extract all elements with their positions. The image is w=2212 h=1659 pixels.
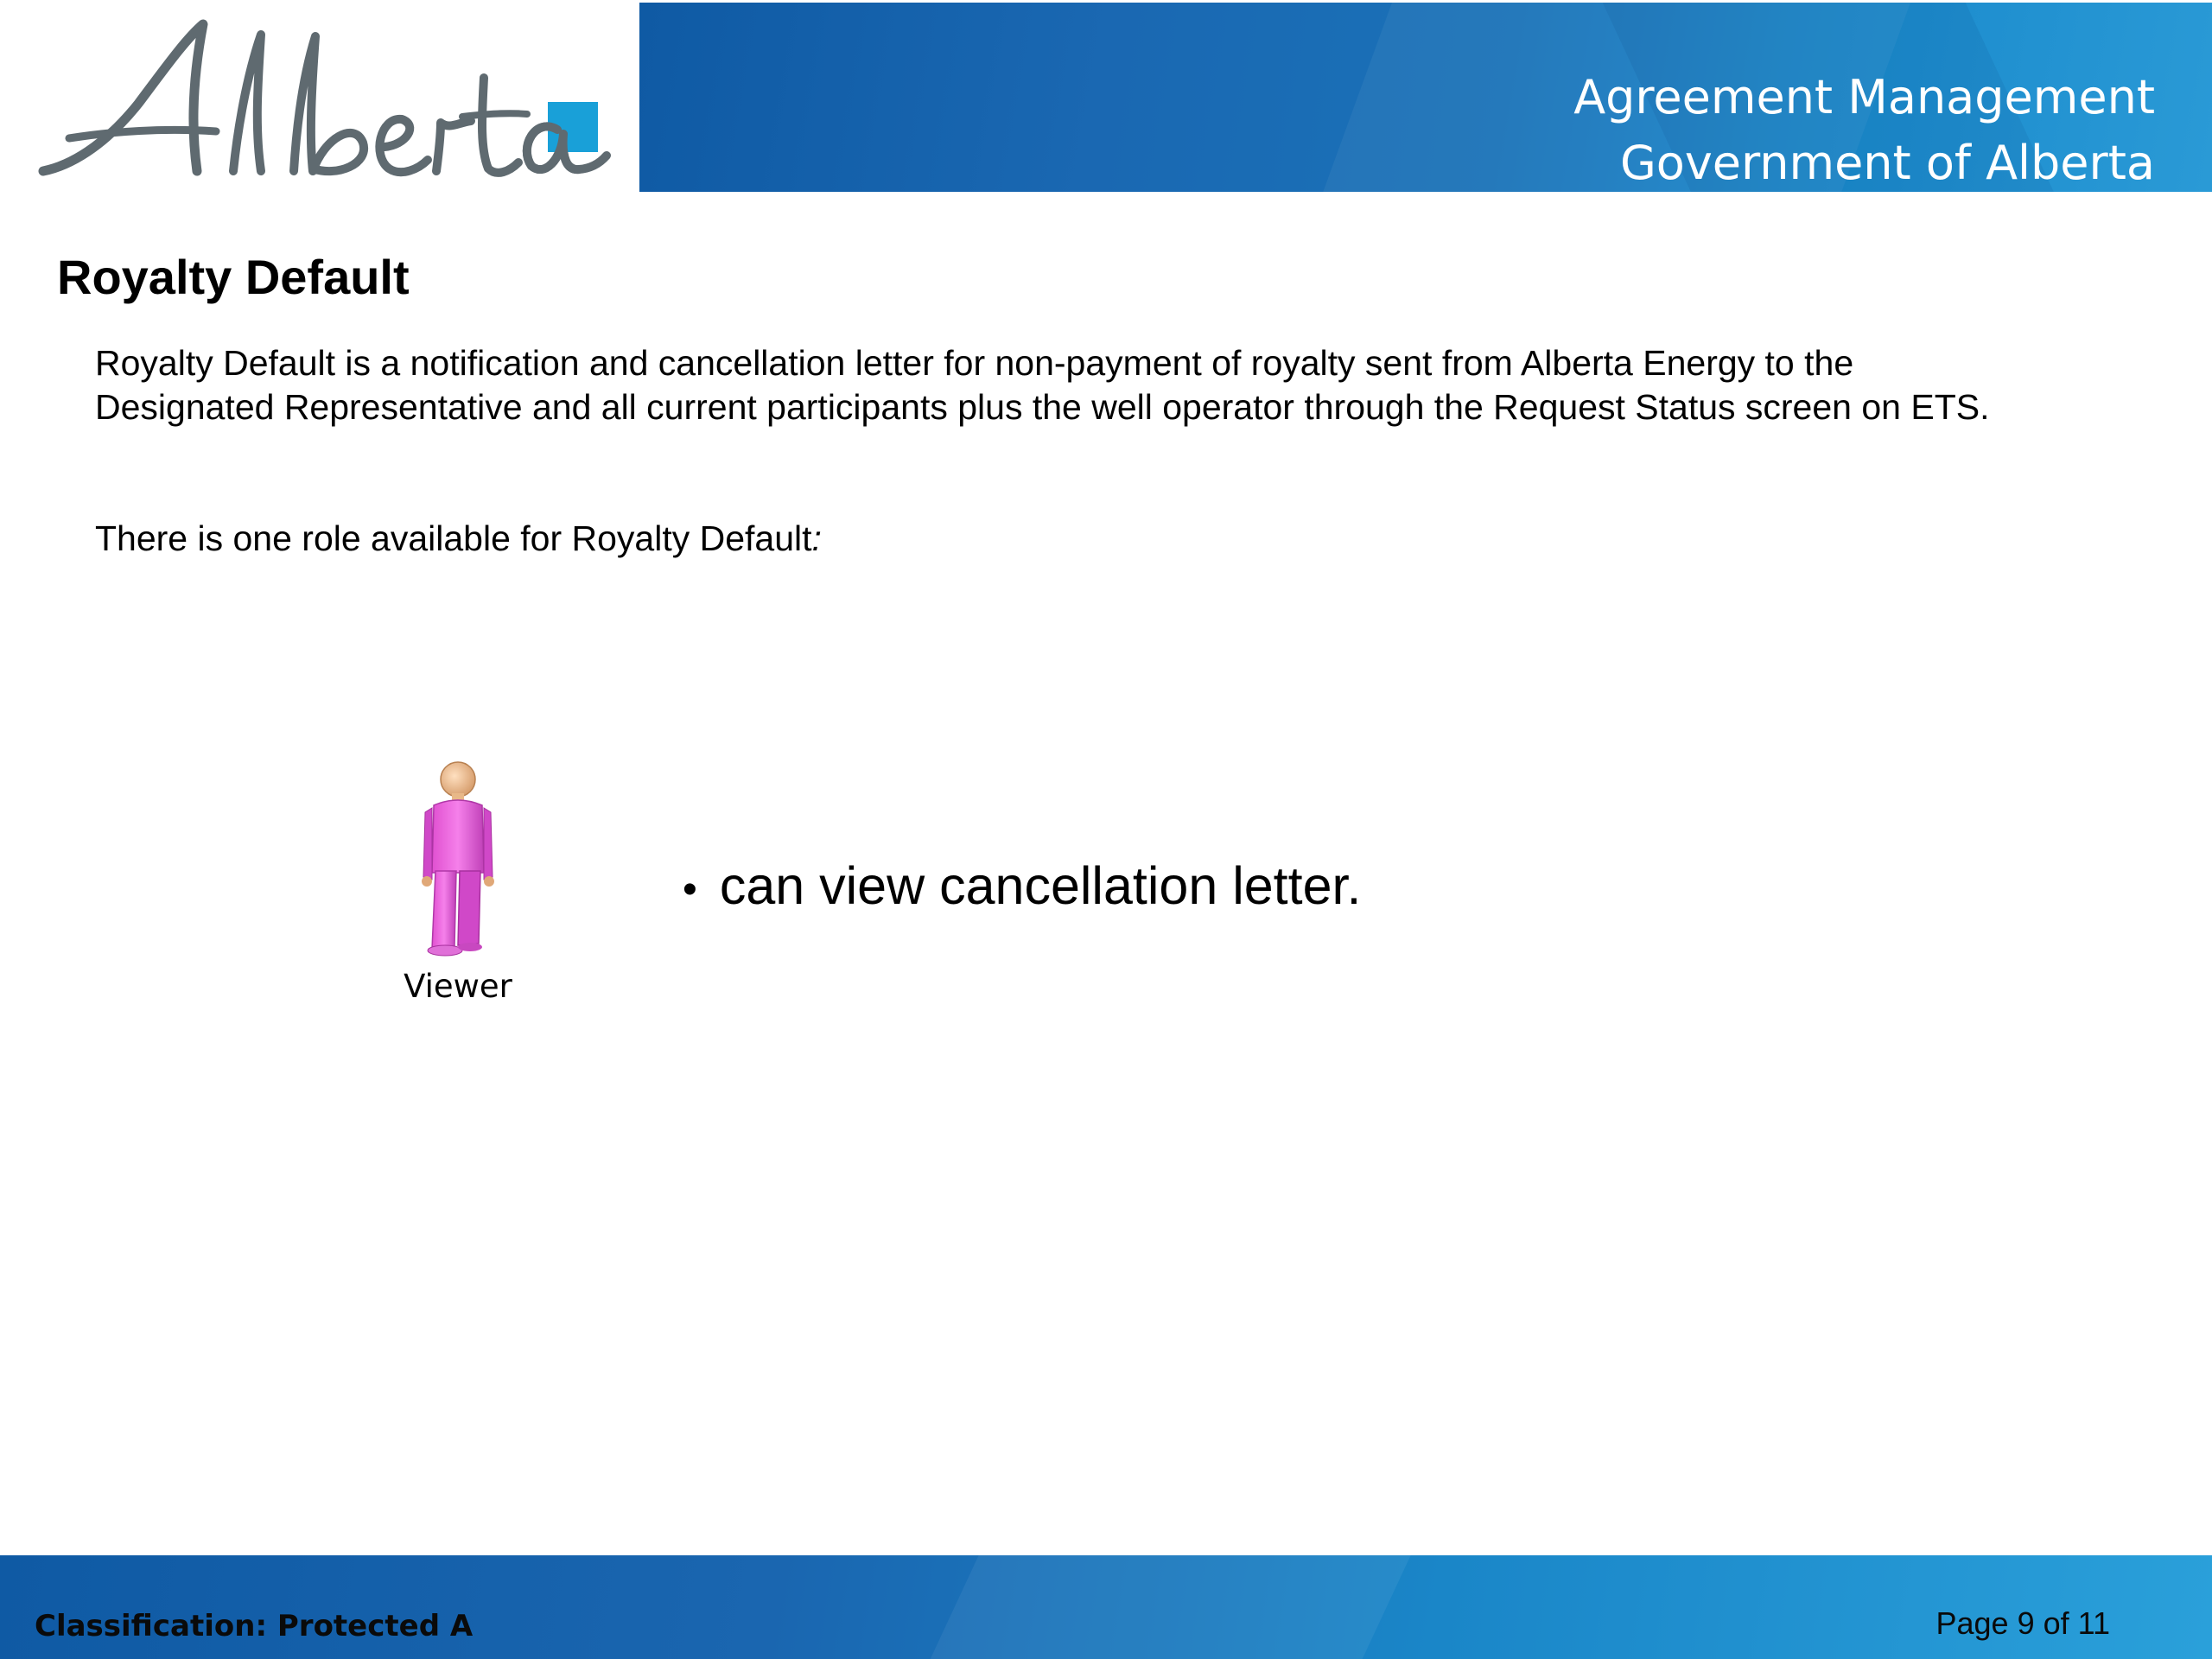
page-title: Royalty Default: [57, 250, 410, 304]
roles-intro: [95, 518, 822, 559]
page-number: Page 9 of 11: [1936, 1605, 2110, 1641]
description-paragraph: [95, 341, 2108, 429]
header-title: [1573, 65, 2155, 192]
role-name-viewer: Viewer: [404, 968, 512, 1005]
permission-text: can view cancellation letter.: [719, 856, 1362, 915]
description-line2: Designated Representative and all current participants plus the well operator through the Request Status screen on ETS.: [95, 387, 1990, 427]
roles-intro-text: There is one role available for Royalty Default: [95, 518, 812, 558]
permission-item: [683, 855, 1361, 916]
header-banner: [639, 3, 2212, 192]
footer-banner: [0, 1555, 2212, 1659]
roles-intro-colon: :: [811, 518, 822, 558]
description-line1: Royalty Default is a notification and cancellation letter for non-payment of royalty sent from Alberta Energy to the: [95, 343, 1854, 383]
person-icon: [415, 760, 501, 959]
bullet-icon: •: [683, 867, 697, 913]
alberta-logo: [35, 17, 622, 190]
header-title-line1: Agreement Management: [1573, 70, 2155, 124]
header-title-line2: Government of Alberta: [1619, 136, 2155, 190]
classification-label: Classification: Protected A: [35, 1609, 474, 1643]
